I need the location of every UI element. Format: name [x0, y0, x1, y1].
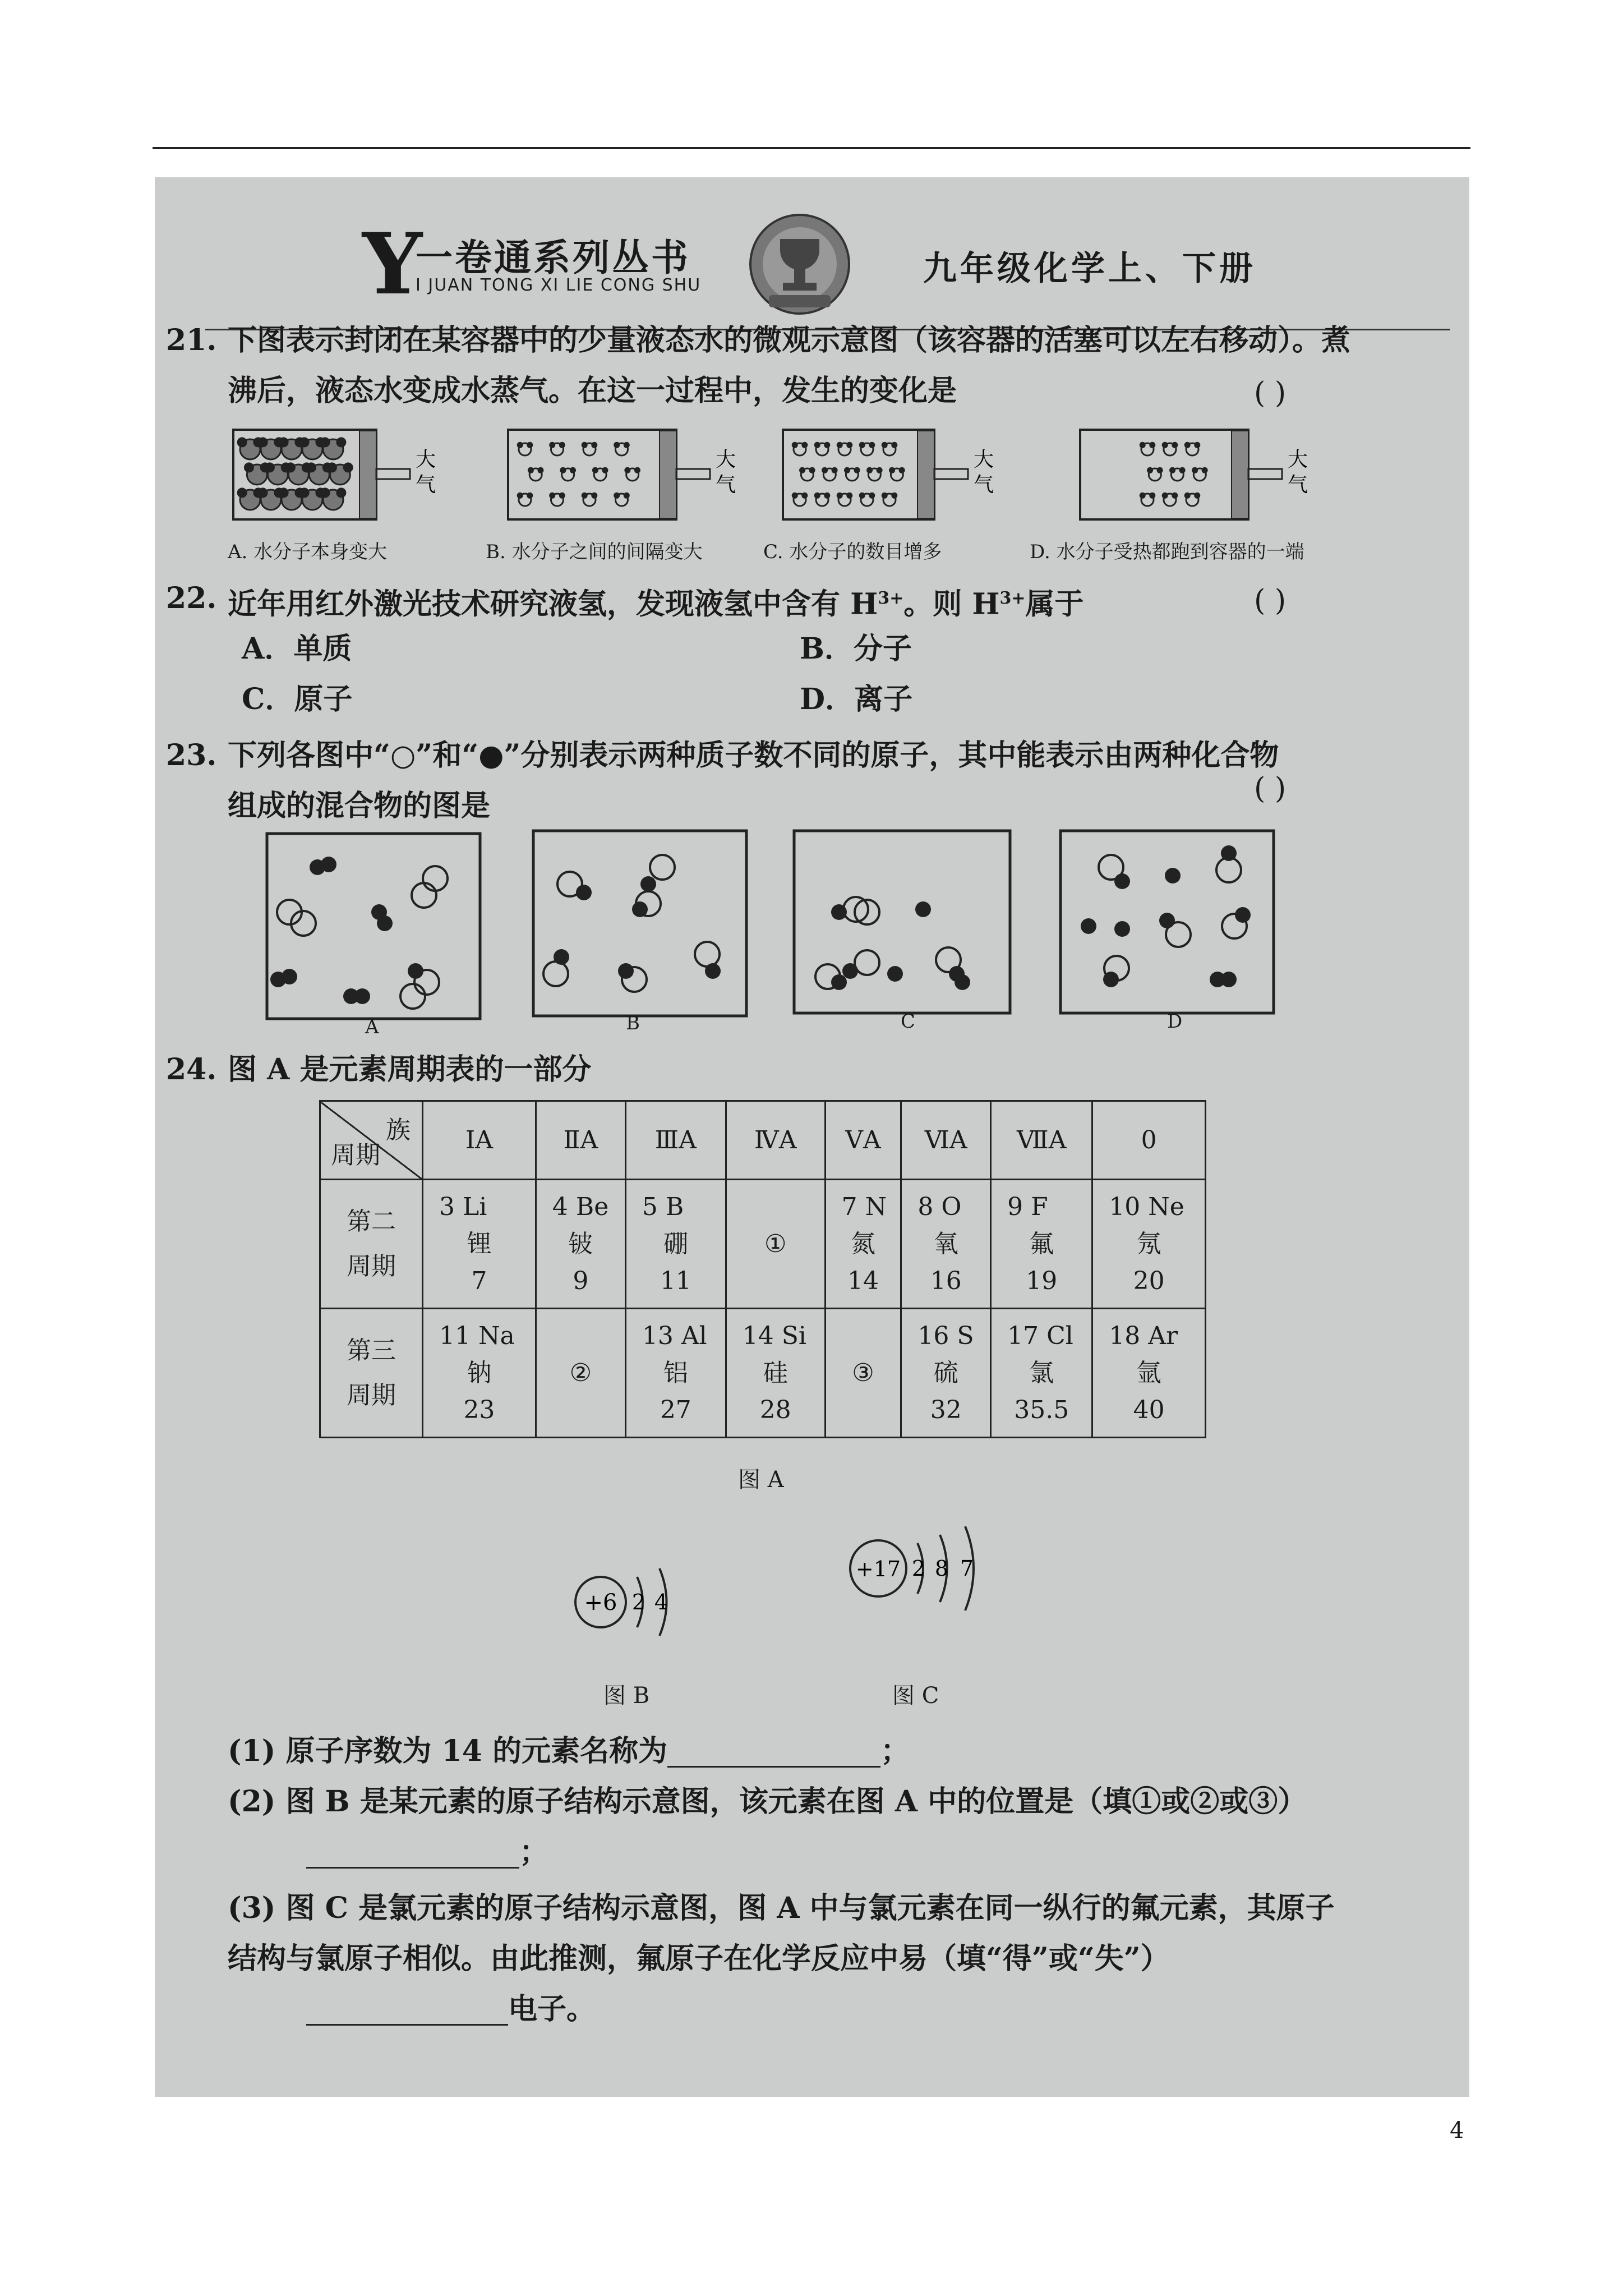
q21-hydrogen-atom — [824, 493, 830, 499]
period-label-line: 第三 — [347, 1336, 396, 1365]
header-series-title: 一卷通系列丛书 — [416, 236, 690, 279]
element-symbol: 11 Na — [439, 1321, 515, 1350]
q21-atmosphere-label: 大 — [1288, 448, 1308, 471]
element-name: 氧 — [933, 1229, 958, 1258]
q21-hydrogen-atom — [614, 442, 620, 448]
q22-stem-mid: 。则 H — [903, 587, 1000, 622]
q23-filled-atom — [1081, 918, 1096, 934]
q22-option-b: B．分子 — [800, 632, 912, 666]
q21-container-c — [783, 430, 994, 519]
q21-hydrogen-atom — [634, 467, 640, 473]
element-name: 硅 — [763, 1358, 788, 1387]
element-mass: 23 — [463, 1395, 495, 1424]
q23-filled-atom — [831, 974, 847, 990]
q21-hydrogen-atom — [1192, 467, 1198, 473]
q23-open-atom — [1216, 858, 1241, 882]
q21-hydrogen-atom — [517, 442, 523, 448]
q24-sub3-answer — [306, 1992, 596, 2026]
q21-hydrogen-atom — [889, 467, 895, 473]
figure-a-caption: 图 A — [738, 1467, 784, 1493]
element-symbol: 18 Ar — [1109, 1321, 1178, 1350]
q23-open-atom — [423, 866, 448, 891]
period-label — [320, 1180, 423, 1309]
q23-open-atom — [650, 855, 675, 880]
q21-hydrogen-atom — [306, 462, 316, 472]
q23-filled-atom — [955, 974, 970, 990]
q21-hydrogen-atom — [591, 493, 597, 499]
q23-figure-a — [267, 834, 480, 1019]
q21-hydrogen-atom — [320, 487, 330, 498]
element-mass: 35.5 — [1014, 1395, 1069, 1424]
figure-b-shell-1: 2 — [631, 1590, 646, 1614]
q23-open-atom — [543, 961, 568, 986]
q21-hydrogen-atom — [237, 437, 247, 447]
q21-hydrogen-atom — [527, 493, 533, 499]
q23-label-c: C — [901, 1010, 916, 1033]
q21-hydrogen-atom — [899, 467, 905, 473]
element-mass: 9 — [573, 1266, 589, 1295]
element-cell — [536, 1180, 625, 1309]
q21-hydrogen-atom — [1172, 442, 1178, 448]
q23-filled-atom — [576, 885, 592, 900]
q23-label-b: B — [626, 1012, 640, 1034]
q21-hydrogen-atom — [814, 493, 820, 499]
q23-filled-atom — [842, 963, 858, 979]
element-cell — [1092, 1180, 1206, 1309]
figure-c-nucleus: +17 — [855, 1557, 901, 1581]
element-placeholder: ③ — [852, 1358, 874, 1387]
q21-hydrogen-atom — [327, 462, 337, 472]
q21-hydrogen-atom — [1149, 493, 1155, 499]
q21-hydrogen-atom — [602, 467, 608, 473]
q21-hydrogen-atom — [822, 467, 828, 473]
element-name: 氟 — [1029, 1229, 1054, 1258]
q21-hydrogen-atom — [591, 442, 597, 448]
q21-hydrogen-atom — [299, 437, 310, 447]
q24-sub2-blank[interactable] — [306, 1838, 519, 1869]
q21-option-a: A. 水分子本身变大 — [228, 541, 388, 563]
q21-hydrogen-atom — [279, 487, 289, 498]
q21-hydrogen-atom — [814, 442, 820, 448]
q21-hydrogen-atom — [582, 493, 588, 499]
top-rule — [153, 147, 1470, 149]
q21-hydrogen-atom — [799, 467, 805, 473]
q21-hydrogen-atom — [846, 493, 852, 499]
q21-hydrogen-atom — [866, 467, 873, 473]
q22-stem-post: 属于 — [1025, 587, 1084, 622]
q21-hydrogen-atom — [592, 467, 598, 473]
period-label-line: 周期 — [347, 1251, 396, 1281]
q21-hydrogen-atom — [559, 493, 565, 499]
q21-answer-paren: ( ) — [1254, 376, 1287, 410]
q21-hydrogen-atom — [844, 467, 850, 473]
q21-hydrogen-atom — [279, 437, 289, 447]
table-corner-cell — [320, 1101, 423, 1180]
figure-c-atom-diagram — [845, 1512, 1007, 1625]
q21-hydrogen-atom — [832, 467, 838, 473]
q21-option-c: C. 水分子的数目增多 — [763, 541, 942, 563]
q21-container-b — [508, 430, 736, 519]
element-mass: 11 — [660, 1266, 691, 1295]
page-number: 4 — [1450, 2118, 1464, 2143]
element-name: 铍 — [568, 1229, 593, 1258]
q23-open-atom — [855, 950, 879, 975]
q21-hydrogen-atom — [244, 462, 254, 472]
q24-sub2-end: ； — [519, 1835, 549, 1869]
q23-filled-atom — [1165, 868, 1181, 884]
group-header: ⅦA — [991, 1101, 1092, 1180]
q23-open-atom — [414, 970, 439, 995]
figure-b-caption: 图 B — [603, 1683, 650, 1709]
q21-container-a — [233, 430, 436, 519]
q21-atmosphere-label-2: 气 — [416, 473, 436, 496]
group-header: ⅣA — [726, 1101, 825, 1180]
group-header: ⅥA — [901, 1101, 991, 1180]
element-placeholder: ② — [569, 1358, 592, 1387]
element-symbol: 14 Si — [742, 1321, 806, 1350]
q21-hydrogen-atom — [809, 467, 815, 473]
group-header: ⅠA — [423, 1101, 536, 1180]
q23-figure-b — [533, 831, 746, 1016]
q21-hydrogen-atom — [792, 442, 798, 448]
figure-b-shell-2: 4 — [654, 1590, 668, 1614]
element-mass: 28 — [759, 1395, 791, 1424]
q21-atmosphere-label-2: 气 — [974, 473, 994, 496]
q21-hydrogen-atom — [285, 462, 296, 472]
q23-filled-atom — [1114, 921, 1130, 937]
element-symbol: 13 Al — [642, 1321, 707, 1350]
header-grade: 九年级化学上、下册 — [923, 249, 1256, 288]
element-mass: 27 — [660, 1395, 691, 1424]
element-symbol: 16 S — [917, 1321, 974, 1350]
q21-hydrogen-atom — [1169, 467, 1175, 473]
q21-option-d: D. 水分子受热都跑到容器的一端 — [1030, 541, 1304, 563]
q21-hydrogen-atom — [336, 437, 346, 447]
element-mass: 7 — [471, 1266, 487, 1295]
element-mass: 40 — [1133, 1395, 1165, 1424]
q23-figure-d — [1061, 831, 1274, 1013]
element-cell — [726, 1180, 825, 1309]
header-logo-letter: Y — [362, 215, 423, 314]
element-symbol: 4 Be — [552, 1192, 609, 1221]
q21-hydrogen-atom — [582, 442, 588, 448]
figure-b-nucleus: +6 — [584, 1590, 617, 1616]
q21-hydrogen-atom — [559, 442, 565, 448]
corner-period-label: 周期 — [331, 1141, 380, 1170]
corner-group-label: 族 — [386, 1116, 411, 1144]
q21-hydrogen-atom — [1184, 493, 1191, 499]
q24-sub2-answer — [306, 1835, 549, 1869]
q21-hydrogen-atom — [882, 442, 888, 448]
q23-filled-atom — [1159, 913, 1175, 928]
period-label-line: 第二 — [347, 1207, 396, 1236]
q21-hydrogen-atom — [537, 467, 543, 473]
q24-sub1 — [228, 1734, 910, 1768]
element-symbol: 9 F — [1007, 1192, 1048, 1221]
q23-filled-atom — [705, 963, 721, 979]
q21-hydrogen-atom — [859, 442, 865, 448]
q21-hydrogen-atom — [343, 462, 353, 472]
q21-hydrogen-atom — [837, 442, 843, 448]
element-name: 氩 — [1136, 1358, 1161, 1387]
q22-stem — [228, 584, 1084, 622]
element-cell — [625, 1180, 726, 1309]
q23-filled-atom — [282, 969, 297, 984]
q21-container-figures — [155, 418, 1469, 547]
q24-number: 24. — [166, 1052, 217, 1087]
element-name: 硫 — [933, 1358, 958, 1387]
q24-sub3-line2: 结构与氯原子相似。由此推测，氟原子在化学反应中易（填“得”或“失”） — [228, 1941, 1170, 1976]
q21-hydrogen-atom — [570, 467, 576, 473]
q21-hydrogen-atom — [1179, 467, 1186, 473]
q21-hydrogen-atom — [1140, 493, 1146, 499]
figure-c-caption: 图 C — [892, 1683, 939, 1709]
header-pinyin: I JUAN TONG XI LIE CONG SHU — [416, 275, 702, 295]
q21-hydrogen-atom — [1172, 493, 1178, 499]
element-symbol: 5 B — [642, 1192, 684, 1221]
q21-hydrogen-atom — [891, 493, 897, 499]
q22-sup-1: 3+ — [878, 588, 904, 608]
q21-stem-line1: 下图表示封闭在某容器中的少量液态水的微观示意图（该容器的活塞可以左右移动）。煮 — [228, 323, 1351, 357]
q22-option-c: C．原子 — [242, 682, 353, 716]
q21-hydrogen-atom — [624, 467, 630, 473]
element-cell — [901, 1309, 991, 1438]
element-symbol: 10 Ne — [1109, 1192, 1184, 1221]
q21-hydrogen-atom — [869, 493, 875, 499]
element-cell — [536, 1309, 625, 1438]
q21-hydrogen-atom — [882, 493, 888, 499]
book-header — [155, 211, 1469, 312]
q22-number: 22. — [166, 581, 217, 615]
q21-stem-line2: 沸后，液态水变成水蒸气。在这一过程中，发生的变化是 — [228, 374, 957, 408]
element-name: 氯 — [1029, 1358, 1054, 1387]
figure-b-atom-diagram — [570, 1546, 693, 1658]
q21-hydrogen-atom — [854, 467, 860, 473]
q22-stem-pre: 近年用红外激光技术研究液氢，发现液氢中含有 H — [228, 587, 878, 622]
q23-filled-atom — [887, 966, 903, 982]
q23-stem-line2: 组成的混合物的图是 — [228, 789, 491, 823]
q22-option-d: D．离子 — [800, 682, 913, 716]
periodic-table-figure-a — [319, 1100, 1206, 1438]
q23-stem-line1: 下列各图中“○”和“●”分别表示两种质子数不同的原子，其中能表示由两种化合物 — [228, 738, 1279, 772]
q21-hydrogen-atom — [527, 442, 533, 448]
q21-atmosphere-label: 大 — [974, 448, 994, 471]
element-mass: 32 — [930, 1395, 962, 1424]
element-cell — [991, 1180, 1092, 1309]
period-label — [320, 1309, 423, 1438]
q23-filled-atom — [1235, 907, 1251, 923]
q24-sub1-text: (1) 原子序数为 14 的元素名称为 — [228, 1734, 668, 1768]
q21-hydrogen-atom — [801, 493, 808, 499]
element-cell — [1092, 1309, 1206, 1438]
q21-atmosphere-label-2: 气 — [716, 473, 736, 496]
q21-hydrogen-atom — [1162, 493, 1168, 499]
q23-filled-atom — [354, 988, 370, 1004]
element-cell — [991, 1309, 1092, 1438]
q21-number: 21. — [166, 323, 217, 357]
element-mass: 19 — [1026, 1266, 1058, 1295]
q21-hydrogen-atom — [614, 493, 620, 499]
q21-hydrogen-atom — [560, 467, 566, 473]
element-name: 硼 — [663, 1229, 688, 1258]
element-placeholder: ① — [764, 1229, 787, 1258]
q23-label-d: D — [1167, 1010, 1183, 1033]
q21-hydrogen-atom — [846, 442, 852, 448]
q23-open-atom — [695, 942, 720, 967]
q21-hydrogen-atom — [824, 442, 830, 448]
q23-particle-figures — [155, 822, 1469, 1047]
q23-filled-atom — [1221, 845, 1237, 861]
q21-hydrogen-atom — [624, 493, 630, 499]
q23-filled-atom — [321, 857, 336, 872]
q23-open-atom — [622, 967, 647, 992]
figure-c-shell-2: 8 — [934, 1556, 949, 1581]
q23-filled-atom — [831, 904, 847, 920]
q23-filled-atom — [1103, 972, 1119, 987]
q21-hydrogen-atom — [265, 462, 275, 472]
q24-sub3-line1: (3) 图 C 是氯元素的原子结构示意图，图 A 中与氯元素在同一纵行的氟元素，其原子 — [228, 1891, 1335, 1925]
q21-hydrogen-atom — [792, 493, 798, 499]
q23-filled-atom — [640, 876, 656, 892]
q23-filled-atom — [1114, 873, 1130, 889]
element-cell — [825, 1309, 901, 1438]
q21-hydrogen-atom — [336, 487, 346, 498]
q22-option-a: A．单质 — [242, 632, 352, 666]
q24-sub3-blank[interactable] — [306, 1995, 508, 2026]
q21-atmosphere-label: 大 — [416, 448, 436, 471]
q21-atmosphere-label: 大 — [716, 448, 736, 471]
q21-hydrogen-atom — [258, 487, 268, 498]
q23-number: 23. — [166, 738, 217, 772]
q24-stem: 图 A 是元素周期表的一部分 — [228, 1052, 592, 1087]
group-header: 0 — [1092, 1101, 1206, 1180]
element-cell — [625, 1309, 726, 1438]
q21-hydrogen-atom — [517, 493, 523, 499]
element-symbol: 17 Cl — [1007, 1321, 1073, 1350]
q23-answer-paren: ( ) — [1254, 772, 1287, 806]
q24-sub1-blank[interactable] — [667, 1737, 880, 1768]
q21-hydrogen-atom — [1202, 467, 1208, 473]
q23-label-a: A — [365, 1016, 379, 1038]
q21-hydrogen-atom — [528, 467, 534, 473]
element-symbol: 7 N — [841, 1192, 887, 1221]
q23-filled-atom — [915, 901, 931, 917]
q21-hydrogen-atom — [801, 442, 808, 448]
element-mass: 16 — [930, 1266, 962, 1295]
q21-hydrogen-atom — [299, 487, 310, 498]
q21-hydrogen-atom — [549, 493, 555, 499]
q21-hydrogen-atom — [891, 442, 897, 448]
element-cell — [901, 1180, 991, 1309]
element-name: 铝 — [663, 1358, 688, 1387]
element-name: 氮 — [851, 1229, 876, 1258]
q24-sub2-text: (2) 图 B 是某元素的原子结构示意图，该元素在图 A 中的位置是（填①或②或③） — [228, 1784, 1307, 1819]
q21-hydrogen-atom — [1162, 442, 1168, 448]
element-cell — [423, 1309, 536, 1438]
q23-filled-atom — [632, 901, 648, 917]
q21-hydrogen-atom — [1157, 467, 1163, 473]
q23-figure-c — [794, 831, 1010, 1013]
q21-hydrogen-atom — [237, 487, 247, 498]
group-header: ⅢA — [625, 1101, 726, 1180]
element-mass: 20 — [1133, 1266, 1165, 1295]
element-name: 氖 — [1136, 1229, 1161, 1258]
q21-hydrogen-atom — [1194, 442, 1200, 448]
q21-hydrogen-atom — [859, 493, 865, 499]
q21-container-d — [1080, 430, 1308, 519]
q23-filled-atom — [377, 915, 393, 931]
figure-c-shell-1: 2 — [911, 1556, 926, 1581]
q24-sub1-end: ； — [880, 1734, 910, 1768]
element-cell — [726, 1309, 825, 1438]
q21-hydrogen-atom — [1149, 442, 1155, 448]
q21-hydrogen-atom — [258, 437, 268, 447]
element-symbol: 3 Li — [439, 1192, 487, 1221]
q21-atmosphere-label-2: 气 — [1288, 473, 1308, 496]
q21-hydrogen-atom — [320, 437, 330, 447]
q21-hydrogen-atom — [1147, 467, 1153, 473]
q21-hydrogen-atom — [877, 467, 883, 473]
q22-sup-2: 3+ — [999, 588, 1026, 608]
element-name: 锂 — [467, 1229, 492, 1258]
element-name: 钠 — [467, 1358, 492, 1387]
figure-c-shell-3: 7 — [960, 1556, 974, 1581]
q21-hydrogen-atom — [869, 442, 875, 448]
group-header: ⅡA — [536, 1101, 625, 1180]
q21-hydrogen-atom — [837, 493, 843, 499]
trophy-emblem-icon — [746, 211, 853, 318]
q24-sub3-end: 电子。 — [508, 1992, 596, 2026]
q21-hydrogen-atom — [1184, 442, 1191, 448]
q21-hydrogen-atom — [1194, 493, 1200, 499]
scanned-page — [155, 177, 1469, 2097]
q22-answer-paren: ( ) — [1254, 584, 1287, 618]
element-mass: 14 — [847, 1266, 879, 1295]
element-symbol: 8 O — [917, 1192, 962, 1221]
q23-open-atom — [412, 883, 436, 908]
q21-hydrogen-atom — [624, 442, 630, 448]
q21-hydrogen-atom — [549, 442, 555, 448]
group-header: ⅤA — [825, 1101, 901, 1180]
q21-option-b: B. 水分子之间的间隔变大 — [486, 541, 703, 563]
q21-hydrogen-atom — [1140, 442, 1146, 448]
period-label-line: 周期 — [347, 1381, 396, 1410]
element-cell — [423, 1180, 536, 1309]
q23-open-atom — [400, 984, 425, 1009]
q23-filled-atom — [1221, 972, 1237, 987]
element-cell — [825, 1180, 901, 1309]
